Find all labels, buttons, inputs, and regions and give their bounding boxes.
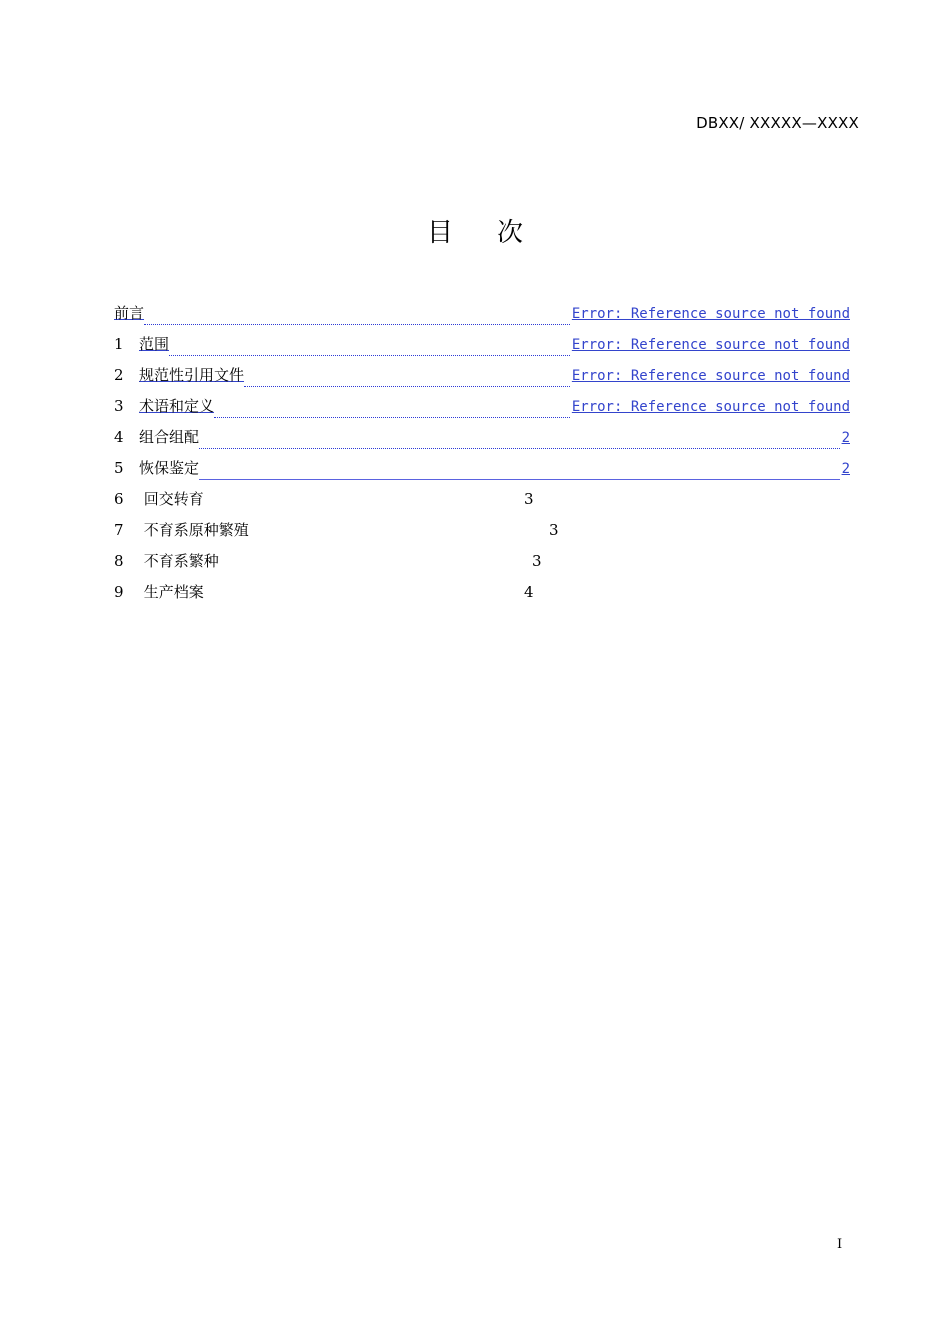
toc-entry-number: 1 <box>114 335 124 353</box>
toc-entry-number: 6 <box>114 490 124 508</box>
toc-entry-combination[interactable] <box>114 424 850 455</box>
toc-title <box>0 212 950 249</box>
toc-entry-number: 9 <box>114 583 124 601</box>
toc-leader <box>199 478 840 480</box>
toc-entry-number: 5 <box>114 459 124 477</box>
toc-leader <box>214 416 570 418</box>
toc-leader <box>199 447 840 449</box>
toc-entry-normative-references[interactable] <box>114 362 850 393</box>
doc-code: DBXX/ XXXXX—XXXX <box>696 114 859 132</box>
toc-entry-title: 不育系繁种 <box>143 552 219 570</box>
toc-entry-number: 2 <box>114 366 124 384</box>
toc-entry-page: 3 <box>524 490 534 508</box>
toc-title-left: 目 <box>426 218 453 248</box>
toc-entry-scope[interactable] <box>114 331 850 362</box>
toc-entry-title: 生产档案 <box>143 583 204 601</box>
toc-entry-page[interactable]: Error: Reference source not found <box>571 368 850 384</box>
toc-entry-number: 7 <box>114 521 124 539</box>
toc-entry-title[interactable]: 恢保鉴定 <box>139 459 200 477</box>
toc-leader <box>244 385 570 387</box>
toc-entry-title: 回交转育 <box>143 490 204 508</box>
table-of-contents <box>114 300 850 610</box>
toc-entry-foreword[interactable] <box>114 300 850 331</box>
toc-entry-page[interactable]: 2 <box>841 461 850 477</box>
toc-entry-title[interactable]: 组合组配 <box>139 428 200 446</box>
toc-entry-title: 不育系原种繁殖 <box>143 521 249 539</box>
toc-leader <box>169 354 570 356</box>
toc-entry-terms[interactable] <box>114 393 850 424</box>
toc-entry-sterile-line-stock <box>114 517 850 548</box>
page-number: I <box>837 1237 843 1252</box>
toc-entry-page: 3 <box>532 552 542 570</box>
toc-entry-title[interactable]: 规范性引用文件 <box>139 366 245 384</box>
toc-entry-number: 8 <box>114 552 124 570</box>
toc-entry-page: 3 <box>549 521 559 539</box>
toc-leader <box>144 323 570 325</box>
toc-entry-page[interactable]: Error: Reference source not found <box>571 399 850 415</box>
toc-entry-title[interactable]: 前言 <box>114 304 145 322</box>
toc-entry-restorer-identification[interactable] <box>114 455 850 486</box>
toc-entry-sterile-line-seed <box>114 548 850 579</box>
toc-entry-number: 3 <box>114 397 124 415</box>
toc-entry-number: 4 <box>114 428 124 446</box>
toc-entry-backcross <box>114 486 850 517</box>
toc-title-right: 次 <box>497 218 524 248</box>
toc-entry-title[interactable]: 范围 <box>139 335 170 353</box>
toc-entry-page[interactable]: Error: Reference source not found <box>571 337 850 353</box>
toc-entry-page[interactable]: 2 <box>841 430 850 446</box>
toc-entry-title[interactable]: 术语和定义 <box>139 397 215 415</box>
toc-entry-production-records <box>114 579 850 610</box>
toc-entry-page[interactable]: Error: Reference source not found <box>571 306 850 322</box>
toc-entry-page: 4 <box>524 583 534 601</box>
